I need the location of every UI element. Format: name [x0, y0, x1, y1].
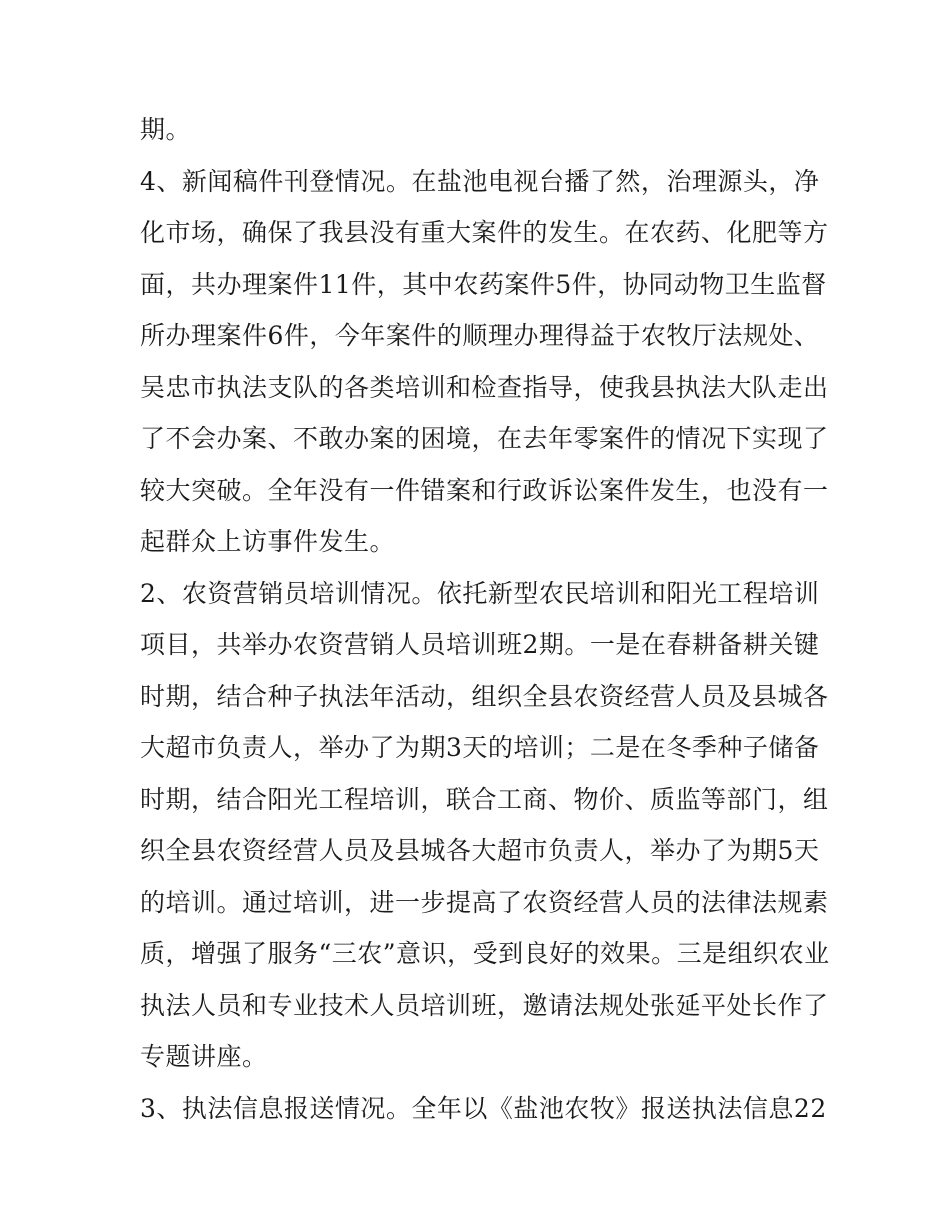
text-line: 2、农资营销员培训情况。依托新型农民培训和阳光工程培训 [140, 578, 820, 608]
text-line: 3、执法信息报送情况。全年以《盐池农牧》报送执法信息22 [140, 1093, 827, 1123]
text-line: 起群众上访事件发生。 [140, 527, 396, 556]
text-line: 织全县农资经营人员及县城各大超市负责人，举办了为期5天 [140, 836, 820, 865]
text-line: 执法人员和专业技术人员培训班，邀请法规处张延平处长作了 [140, 990, 829, 1020]
document-page [140, 104, 830, 1134]
text-line: 的培训。通过培训，进一步提高了农资经营人员的法律法规素 [140, 887, 829, 917]
text-line: 所办理案件6件，今年案件的顺理办理得益于农牧厅法规处、 [140, 321, 820, 350]
text-line: 大超市负责人，举办了为期3天的培训；二是在冬季种子储备 [140, 733, 820, 762]
text-line: 较大突破。全年没有一件错案和行政诉讼案件发生，也没有一 [140, 475, 829, 505]
text-line: 专题讲座。 [140, 1042, 268, 1071]
text-line: 吴忠市执法支队的各类培训和检查指导，使我县执法大队走出 [140, 372, 829, 402]
text-line: 时期，结合阳光工程培训，联合工商、物价、质监等部门，组 [140, 784, 829, 814]
text-line: 化市场，确保了我县没有重大案件的发生。在农药、化肥等方 [140, 218, 829, 247]
text-line: 时期，结合种子执法年活动，组织全县农资经营人员及县城各 [140, 681, 829, 711]
text-line: 期。 [140, 115, 192, 144]
text-line: 质，增强了服务“三农”意识，受到良好的效果。三是组织农业 [140, 939, 830, 968]
text-line: 面，共办理案件11件，其中农药案件5件，协同动物卫生监督 [140, 269, 827, 299]
text-line: 了不会办案、不敢办案的困境，在去年零案件的情况下实现了 [140, 424, 829, 453]
text-line: 4、新闻稿件刊登情况。在盐池电视台播了然，治理源头，净 [140, 166, 820, 196]
text-line: 项目，共举办农资营销人员培训班2期。一是在春耕备耕关键 [140, 630, 820, 659]
